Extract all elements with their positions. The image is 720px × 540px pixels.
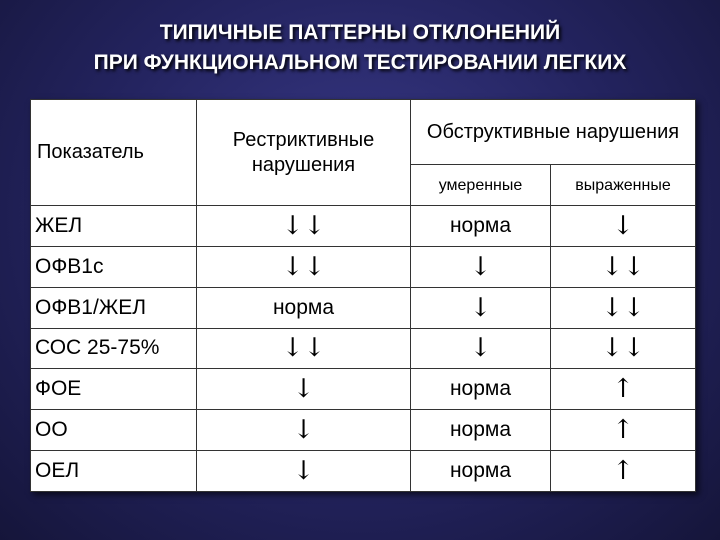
row-name: ОФВ1с xyxy=(31,246,197,287)
cell-severe: ↓↓ xyxy=(551,328,696,369)
row-name: ЖЕЛ xyxy=(31,206,197,247)
cell-restrictive: ↓ xyxy=(197,410,411,451)
table-row xyxy=(31,287,696,328)
cell-restrictive: ↓↓ xyxy=(197,328,411,369)
slide-title xyxy=(0,18,720,78)
cell-restrictive: норма xyxy=(197,287,411,328)
cell-severe: ↓↓ xyxy=(551,287,696,328)
cell-moderate: ↓ xyxy=(411,287,551,328)
table-row xyxy=(31,410,696,451)
cell-restrictive: ↓ xyxy=(197,451,411,492)
cell-moderate: ↓ xyxy=(411,328,551,369)
cell-moderate: ↓ xyxy=(411,246,551,287)
cell-severe: ↑ xyxy=(551,451,696,492)
table-row xyxy=(31,328,696,369)
row-name: ОФВ1/ЖЕЛ xyxy=(31,287,197,328)
table-row xyxy=(31,451,696,492)
table-row xyxy=(31,206,696,247)
patterns-table xyxy=(30,99,696,492)
cell-moderate: норма xyxy=(411,410,551,451)
row-name: ОЕЛ xyxy=(31,451,197,492)
table-row xyxy=(31,369,696,410)
cell-severe: ↑ xyxy=(551,369,696,410)
cell-moderate: норма xyxy=(411,451,551,492)
header-indicator: Показатель xyxy=(31,100,197,206)
header-restrictive: Рестриктивные нарушения xyxy=(197,100,411,206)
row-name: СОС 25-75% xyxy=(31,328,197,369)
cell-severe: ↓ xyxy=(551,206,696,247)
cell-severe: ↑ xyxy=(551,410,696,451)
title-line-2: ПРИ ФУНКЦИОНАЛЬНОМ ТЕСТИРОВАНИИ ЛЕГКИХ xyxy=(93,51,627,74)
header-severe: выраженные xyxy=(551,165,696,206)
header-moderate: умеренные xyxy=(411,165,551,206)
cell-restrictive: ↓↓ xyxy=(197,206,411,247)
cell-restrictive: ↓↓ xyxy=(197,246,411,287)
cell-severe: ↓↓ xyxy=(551,246,696,287)
header-obstructive: Обструктивные нарушения xyxy=(411,100,696,165)
cell-moderate: норма xyxy=(411,369,551,410)
title-line-1: ТИПИЧНЫЕ ПАТТЕРНЫ ОТКЛОНЕНИЙ xyxy=(159,21,561,44)
row-name: ОО xyxy=(31,410,197,451)
table-row xyxy=(31,246,696,287)
cell-restrictive: ↓ xyxy=(197,369,411,410)
row-name: ФОЕ xyxy=(31,369,197,410)
cell-moderate: норма xyxy=(411,206,551,247)
